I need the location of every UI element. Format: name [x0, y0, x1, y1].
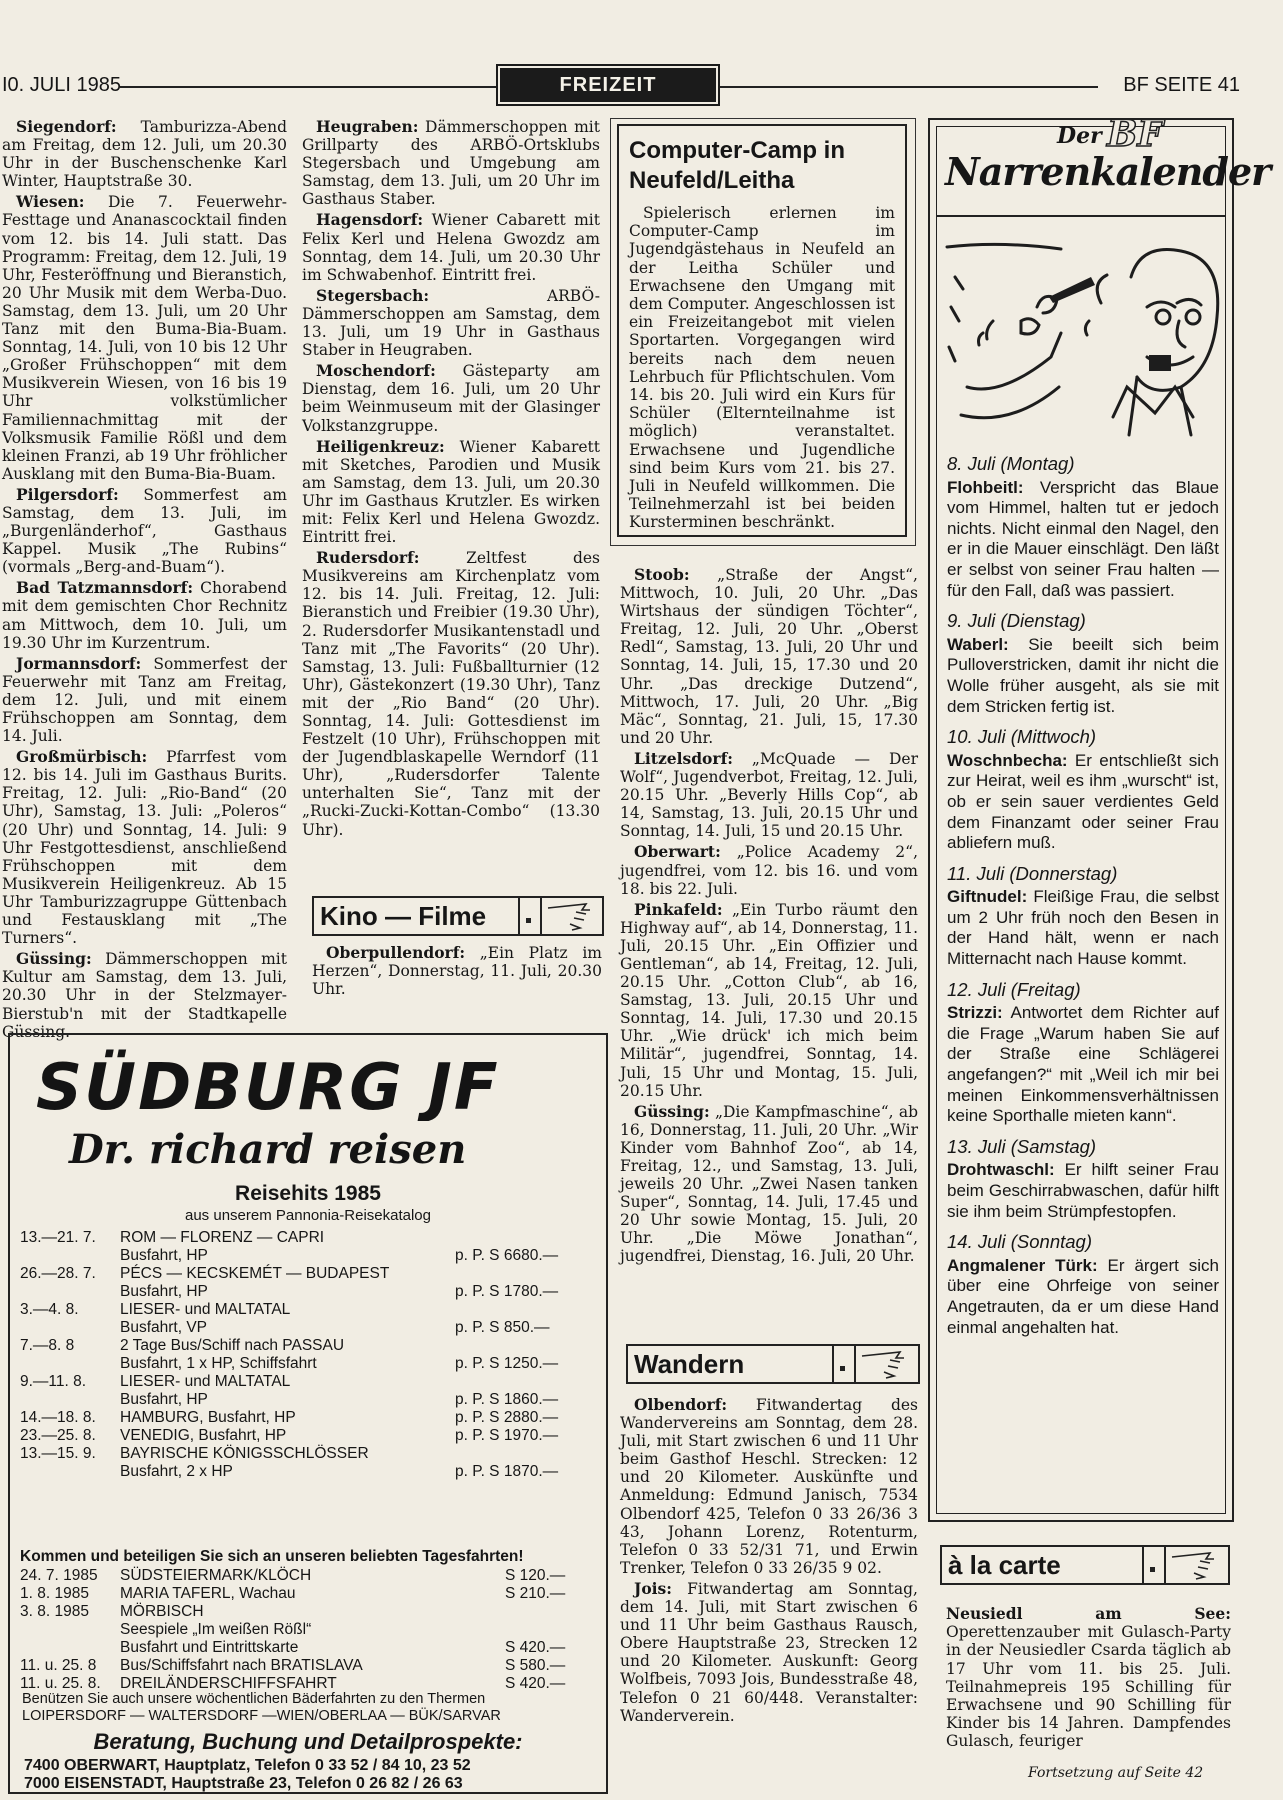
event-item: Jois: Fitwandertag am Sonntag, dem 14. Juli, mit Start zwischen 6 und 11 Uhr beim Gasthaus Rausch, Obere Hauptstraße 23, Strecken 12 und 20 Kilometer. Auskunft: Georg Wolfbeis, 7093 Jois, Bundesstraße 48, Telefon 0 21 60/448. Veranstalter: Wanderverein. [620, 1578, 918, 1725]
continued-note: Fortsetzung auf Seite 42 [1028, 1765, 1204, 1781]
event-item: Bad Tatzmannsdorf: Chorabend mit dem gemischten Chor Rechnitz am Mittwoch, dem 10. Juli, um 19.30 Uhr im Kurzentrum. [2, 578, 287, 652]
day-heading: 13. Juli (Samstag) [947, 1135, 1097, 1157]
spa-trips-note: Benützen Sie auch unsere wöchentlichen Bäderfahrten zu den Thermen LOIPERSDORF — WALTERSDORF —WIEN/OBERLAA — BÜK/SARVAR [22, 1691, 501, 1724]
event-place: Hagensdorf: [316, 210, 424, 230]
heading-dot [1150, 1567, 1155, 1572]
event-place: Heiligenkreuz: [316, 436, 445, 456]
pointing-hand-icon [860, 1348, 910, 1380]
event-place: Güssing: [634, 1101, 710, 1121]
kino-section-heading [312, 896, 604, 936]
narrenkalender-inner-frame [936, 113, 1271, 1514]
event-place: Bad Tatzmannsdorf: [16, 578, 194, 598]
event-place: Moschendorf: [316, 361, 436, 381]
issue-date: I0. JULI 1985 [2, 74, 121, 96]
heading-divider [832, 1346, 834, 1382]
table-row: 13.—21. 7. ROM — FLORENZ — CAPRI Busfahrt, HP p. P. S 6680.— [20, 1229, 559, 1264]
computer-camp-title: Computer-Camp in Neufeld/Leitha [629, 137, 845, 194]
table-row: 23.—25. 8. VENEDIG, Busfahrt, HP p. P. S 1970.— [20, 1427, 559, 1444]
table-row: 26.—28. 7. PÉCS — KECSKEMÉT — BUDAPEST Busfahrt, HP p. P. S 1780.— [20, 1265, 559, 1300]
kino-heading-label: Kino — Filme [320, 901, 487, 931]
events-column-1 [2, 118, 287, 1044]
day-heading: 9. Juli (Dienstag) [947, 610, 1086, 632]
event-place: Siegendorf: [16, 117, 117, 136]
pointing-hand-icon [546, 900, 596, 932]
cartoon-illustration [941, 237, 1229, 437]
table-row: 3.—4. 8. LIESER- und MALTATAL Busfahrt, VP p. P. S 850.— [20, 1301, 550, 1336]
event-place: Jois: [634, 1578, 673, 1598]
event-item: Neusiedl am See: Operettenzauber mit Gulasch-Party in der Neusiedler Csarda täglich ab 17 Uhr vom 11. bis 25. Juli. Teilnahmepreis 195 Schilling für Erwachsene und 90 Schilling für Kinder bis 14 Jahren. Dampfendes Gulasch, feuriger [946, 1604, 1231, 1751]
day-heading: 14. Juli (Sonntag) [947, 1231, 1093, 1253]
event-place: Olbendorf: [634, 1395, 728, 1414]
bf-logo: BF [1107, 113, 1163, 155]
event-item: Stegersbach: ARBÖ-Dämmerschoppen am Samstag, dem 13. Juli, um 19 Uhr in Gasthaus Staber in Heugraben. [302, 285, 600, 360]
travel-advertisement [8, 1033, 608, 1794]
consulting-line: Beratung, Buchung und Detailprospekte: [93, 1729, 523, 1754]
day-trips-heading: Kommen und beteiligen Sie sich an unseren beliebten Tagesfahrten! [20, 1548, 524, 1565]
event-item: Pilgersdorf: Sommerfest am Samstag, dem 13. Juli, im „Burgenländerhof“, Gasthaus Kappel. Musik „The Rubins“ (vormals „Berg-and-Buam“). [2, 484, 287, 577]
header-rule-left [120, 86, 496, 88]
table-row: 14.—18. 8. HAMBURG, Busfahrt, HP p. P. S 2880.— [20, 1409, 559, 1426]
table-row: 13.—15. 9. BAYRISCHE KÖNIGSSCHLÖSSER Busfahrt, 2 x HP p. P. S 1870.— [20, 1445, 559, 1480]
event-place: Stegersbach: [316, 285, 430, 305]
table-row: 11. u. 25. 8 Bus/Schiffsfahrt nach BRATISLAVA S 580.— [20, 1657, 566, 1674]
alacarte-heading-label: à la carte [948, 1550, 1061, 1580]
day-heading: 10. Juli (Mittwoch) [947, 726, 1097, 748]
table-row: 3. 8. 1985 MÖRBISCH Seespiele „Im weißen Rößl“ Busfahrt und Eintrittskarte S 420.— [20, 1603, 566, 1656]
day-trips-table [20, 1567, 595, 1693]
event-item: Rudersdorf: Zeltfest des Musikvereins am Kirchenplatz vom 12. bis 14. Juli. Freitag, 12. Juli: Bieranstich und Freibier (19.30 Uhr), 2. Rudersdorfer Musikantenstadl und Tanz mit „The Favorits“ (20 Uhr). Samstag, 13. Juli: Fußballturnier (12 Uhr), Gästekonzert (19.30 Uhr), Tanz mit der „Rio Band“ (20 Uhr). Sonntag, 14. Juli: Gottesdienst im Festzelt (10 Uhr), Frühschoppen mit der Jugendblaskapelle Werndorf (11 Uhr), „Rudersdorfer Talente unterhalten Sie“, Tanz mit der „Rucki-Zucki-Kottan-Combo“ (13.30 Uhr). [302, 548, 600, 839]
table-row: 9.—11. 8. LIESER- und MALTATAL Busfahrt, HP p. P. S 1860.— [20, 1373, 559, 1408]
computer-camp-box [617, 124, 907, 537]
header-rule-right [718, 86, 1098, 88]
event-item: Oberwart: „Police Academy 2“, jugendfrei, vom 12. bis 16. und vom 18. bis 22. Juli. [620, 842, 918, 898]
event-place: Oberwart: [634, 842, 721, 862]
richard-reisen-logo-text: Dr. richard reisen [69, 1126, 467, 1173]
calendar-entry: Drohtwaschl: Er hilft seiner Frau beim Geschirrabwaschen, dafür hilft sie ihm beim Strümpfestopfen. [947, 1160, 1219, 1221]
heading-divider [1164, 1547, 1166, 1583]
suedburg-logo-text: SÜDBURG JF [36, 1051, 500, 1121]
event-place: Güssing: [16, 949, 92, 969]
heading-divider [540, 898, 542, 934]
heading-divider [518, 898, 520, 934]
event-place: Pinkafeld: [634, 899, 723, 919]
event-place: Heugraben: [316, 117, 419, 136]
event-item: Wiesen: Die 7. Feuerwehr-Festtage und Ananascocktail finden vom 12. bis 14. Juli statt. Das Programm: Freitag, dem 12. Juli, 19 Uhr, Festeröffnung und Bieranstich, 20 Uhr Musik mit dem Werba-Duo. Samstag, dem 13. Juli, um 20 Uhr Tanz mit den Buma-Bia-Buam. Sonntag, 14. Juli, von 10 bis 12 Uhr „Großer Frühschoppen“ mit dem Musikverein Wiesen, von 16 bis 19 Uhr volkstümlicher Familiennachmittag mit der Volksmusik Familie Rößl und dem kleinen Franzi, ab 19 Uhr fröhlicher Ausklang mit den Buma-Bia-Buam. [2, 192, 287, 483]
pointing-hand-icon [1170, 1549, 1220, 1581]
events-column-2 [302, 118, 600, 842]
trips-table [20, 1229, 595, 1481]
event-item: Hagensdorf: Wiener Cabarett mit Felix Kerl und Helena Gwozdz am Sonntag, dem 14. Juli, um 20.30 Uhr im Schwabenhof. Eintritt frei. [302, 210, 600, 284]
heading-dot [840, 1366, 845, 1371]
address-eisenstadt: 7000 EISENSTADT, Hauptstraße 23, Telefon 0 26 82 / 26 63 [24, 1775, 463, 1792]
calendar-entry: Angmalener Türk: Er ärgert sich über eine Ohrfeige von seiner Angetrauten, da er um diese Hand einmal angehalten hat. [947, 1255, 1219, 1337]
event-item: Güssing: Dämmerschoppen mit Kultur am Samstag, dem 13. Juli, 20.30 Uhr in der Stelzmayer-Bierstub'n mit der Stadtkapelle Güssing. [2, 949, 287, 1041]
alacarte-section-heading [940, 1545, 1230, 1585]
event-place: Neusiedl am See: [946, 1604, 1231, 1623]
page-header [0, 66, 1240, 104]
event-item: Großmürbisch: Pfarrfest vom 12. bis 14. Juli im Gasthaus Burits. Freitag, 12. Juli: „Rio-Band“ (20 Uhr), Samstag, 13. Juli: „Poleros“ (20 Uhr) und Sonntag, 14. Juli: 9 Uhr Festgottesdienst, anschließend Frühschoppen mit dem Musikverein Heiligenkreuz. Ab 15 Uhr Tamburizzagruppe Güttenbach und Festausklang mit „The Turners“. [2, 747, 287, 948]
heading-divider [1142, 1547, 1144, 1583]
calendar-entry: Flohbeitl: Verspricht das Blaue vom Himmel, halten tut er jedoch nichts. Nicht einmal den Nagel, den er in die Mauer einschlägt. Den läßt er selbst von seiner Frau halten — für den Fall, daß was passiert. [947, 477, 1219, 600]
narrenkalender-title: Narrenkalender [945, 149, 1271, 194]
calendar-entry: Waberl: Sie beeilt sich beim Pulloverstricken, damit ihr nicht die Wolle früher ausgeht, als sie mit dem Stricken fertig ist. [947, 634, 1219, 716]
event-place: Wiesen: [16, 192, 85, 212]
wandern-heading-label: Wandern [634, 1349, 745, 1379]
table-row: 7.—8. 8 2 Tage Bus/Schiff nach PASSAU Busfahrt, 1 x HP, Schiffsfahrt p. P. S 1250.— [20, 1337, 559, 1372]
heading-divider [854, 1346, 856, 1382]
wandern-section-heading [626, 1344, 920, 1384]
ad-title: Reisehits 1985 [235, 1182, 381, 1205]
event-item: Olbendorf: Fitwandertag des Wandervereins am Sonntag, dem 28. Juli, mit Start zwischen 6 und 11 Uhr beim Gasthof Heschl. Strecken: 12 und 20 Kilometer. Auskünfte und Anmeldung: Edmund Janisch, 7534 Olbendorf 425, Telefon 0 33 26/36 3 43, Johann Lorenz, Rotenturm, Telefon 0 33 52/31 71, und Erwin Trenker, Telefon 0 33 26/35 9 02. [620, 1395, 918, 1577]
narrenkalender-box [928, 113, 1271, 1522]
event-place: Oberpullendorf: [326, 943, 466, 962]
calendar-entry: Woschnbecha: Er entschließt sich zur Heirat, weil es ihm „wurscht“ ist, ob er sein sauer verdientes Geld dem Finanzamt oder seiner Frau abliefern muß. [947, 750, 1219, 853]
calendar-entry: Strizzi: Antwortet dem Richter auf die Frage „Warum haben Sie auf der Straße eine Schlägerei angefangen?“ mit „Weil ich mir bei meinen Einkommensverhältnissen keine Sporthalle mieten kann“. [947, 1003, 1219, 1126]
alacarte-list [946, 1605, 1231, 1751]
page-number: BF SEITE 41 [1123, 74, 1240, 96]
richard-reisen-logo [65, 1121, 565, 1181]
event-item: Litzelsdorf: „McQuade — Der Wolf“, Jugendverbot, Freitag, 12. Juli, 20.15 Uhr. „Beverly Hills Cop“, ab 14, Samstag, 13. Juli, 20.15 Uhr und Sonntag, 14. Juli, 15 und 20.15 Uhr. [620, 748, 918, 841]
section-tag: FREIZEIT [500, 68, 716, 102]
event-place: Pilgersdorf: [16, 484, 119, 504]
narrenkalender-entries [947, 454, 1219, 1338]
suedburg-logo [28, 1049, 588, 1121]
table-row: 24. 7. 1985 SÜDSTEIERMARK/KLÖCH S 120.— [20, 1567, 566, 1584]
table-row: 1. 8. 1985 MARIA TAFERL, Wachau S 210.— [20, 1585, 566, 1602]
event-item: Moschendorf: Gästeparty am Dienstag, dem 16. Juli, um 20 Uhr beim Weinmuseum mit der Glasinger Volkstanzgruppe. [302, 361, 600, 435]
event-item: Pinkafeld: „Ein Turbo räumt den Highway auf“, ab 14, Donnerstag, 11. Juli, 20.15 Uhr. „Ein Offizier und Gentleman“, ab 14, Freitag, 12. Juli, 20.15 Uhr. „Cotton Club“, ab 16, Samstag, 13. Juli, 20.15 Uhr und Sonntag, 14. Juli, 17.30 und 20.15 Uhr. „Wie drück' ich mich beim Militär“, jugendfrei, Sonntag, 14. Juli, 15 Uhr und Montag, 15. Juli, 20.15 Uhr. [620, 899, 918, 1100]
event-place: Großmürbisch: [16, 747, 148, 767]
kino-list [312, 944, 602, 1001]
event-item: Stoob: „Straße der Angst“, Mittwoch, 10. Juli, 20 Uhr. „Das Wirtshaus der sündigen Töchter“, Freitag, 12. Juli, 20 Uhr. „Oberst Redl“, Samstag, 13. Juli, 20 Uhr und Sonntag, 14. Juli, 15, 17.30 und 20 Uhr. „Das dreckige Dutzend“, Mittwoch, 17. Juli, 20 Uhr. „Big Mäc“, Sonntag, 21. Juli, 15, 17.30 und 20 Uhr. [620, 565, 918, 747]
event-place: Litzelsdorf: [634, 748, 733, 768]
event-item: Jormannsdorf: Sommerfest der Feuerwehr mit Tanz am Freitag, dem 12. Juli, und mit einem Frühschoppen am Sonntag, dem 14. Juli. [2, 653, 287, 746]
event-item: Heiligenkreuz: Wiener Kabarett mit Sketches, Parodien und Musik am Samstag, dem 13. Juli, um 20.30 Uhr im Gasthaus Krutzler. Es wirken mit: Felix Kerl und Helena Gwozdz. Eintritt frei. [302, 436, 600, 547]
event-item: Heugraben: Dämmerschoppen mit Grillparty des ARBÖ-Ortsklubs Stegersbach und Umgebung am Samstag, dem 13. Juli, um 20 Uhr im Gasthaus Staber. [302, 117, 600, 209]
calendar-entry: Giftnudel: Fleißige Frau, die selbst um 2 Uhr früh noch den Besen in der Hand hält, wenn er nach Mitternacht nach Hause kommt. [947, 887, 1219, 969]
event-item: Oberpullendorf: „Ein Platz im Herzen“, Donnerstag, 11. Juli, 20.30 Uhr. [312, 943, 602, 999]
event-place: Jormannsdorf: [16, 653, 142, 673]
ad-subtitle: aus unserem Pannonia-Reisekatalog [185, 1207, 431, 1224]
address-oberwart: 7400 OBERWART, Hauptplatz, Telefon 0 33 52 / 84 10, 23 52 [24, 1757, 471, 1774]
cinema-column [620, 566, 918, 1269]
day-heading: 12. Juli (Freitag) [947, 978, 1081, 1000]
computer-camp-text: Spielerisch erlernen im Computer-Camp im Jugendgästehaus in Neufeld an der Leitha Schüler und Erwachsene den Umgang mit dem Computer. Angeschlossen ist ein Freizeitangebot mit vielen Sportarten. Vorgegangen wird bereits nach dem neuen Lehrbuch für Pflichtschulen. Vom 14. bis 20. Juli wird ein Kurs für Schüler (Elternteilnahme ist möglich) veranstaltet. Erwachsene und Jugendliche sind beim Kurs vom 21. bis 27. Juli in Neufeld willkommen. Die Teilnehmerzahl ist bei beiden Kursterminen beschränkt. [629, 204, 895, 532]
wandern-list [620, 1396, 918, 1728]
day-heading: 8. Juli (Montag) [947, 453, 1075, 474]
heading-dot [526, 918, 531, 923]
event-item: Siegendorf: Tamburizza-Abend am Freitag, dem 12. Juli, um 20.30 Uhr in der Buschenschenke Karl Winter, Hauptstraße 30. [2, 117, 287, 191]
title-rule [937, 215, 1225, 217]
event-item: Güssing: „Die Kampfmaschine“, ab 16, Donnerstag, 11. Juli, 20 Uhr. „Wir Kinder vom Bahnhof Zoo“, ab 14, Freitag, 12., und Samstag, 13. Juli, jeweils 20 Uhr. „Zwei Nasen tanken Super“, Sonntag, 14. Juli, 17.45 und 20 Uhr sowie Montag, 15. Juli, 20 Uhr. „Die Möwe Jonathan“, jugendfrei, Dienstag, 16. Juli, 20 Uhr. [620, 1101, 918, 1266]
event-place: Rudersdorf: [316, 548, 420, 568]
event-place: Stoob: [634, 565, 690, 584]
narrenkalender-der: Der [1057, 123, 1102, 149]
table-row: 11. u. 25. 8. DREILÄNDERSCHIFFSFAHRT S 420.— [20, 1675, 566, 1692]
day-heading: 11. Juli (Donnerstag) [947, 862, 1118, 884]
